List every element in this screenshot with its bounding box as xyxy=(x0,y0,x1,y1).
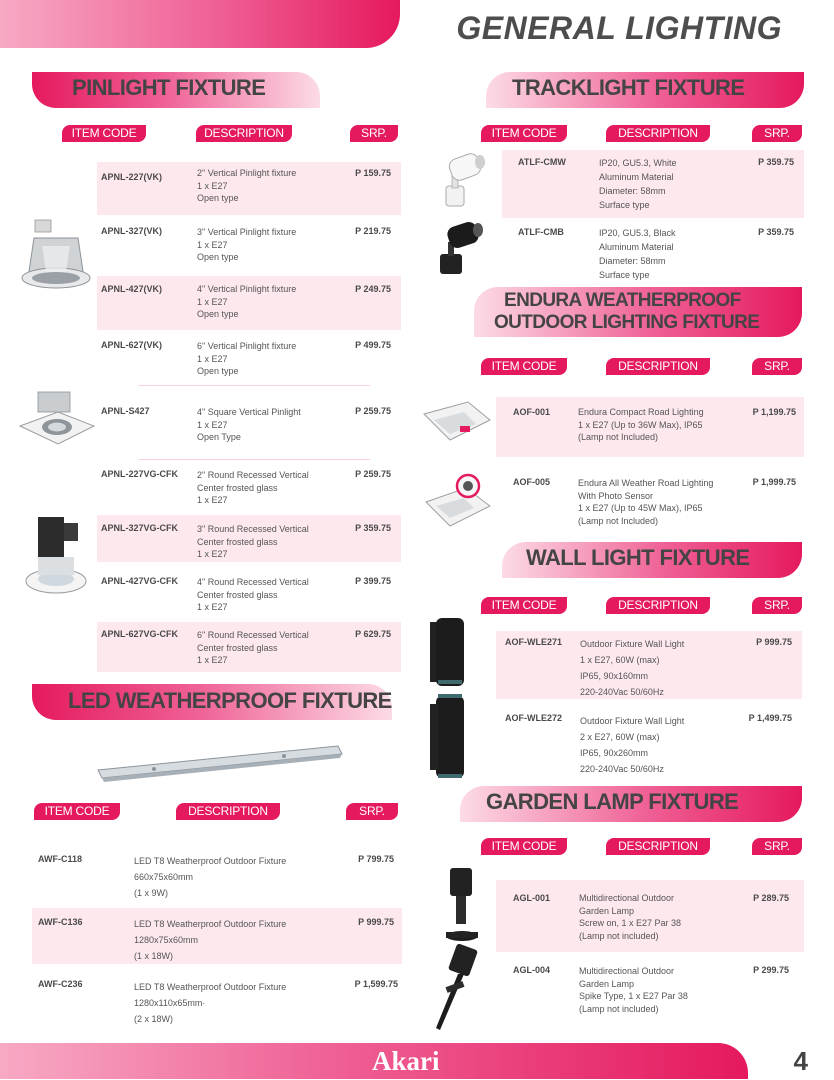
item-code-header: ITEM CODE xyxy=(62,125,146,142)
item-description: 6" Vertical Pinlight fixture 1 x E27 Open type xyxy=(197,341,297,376)
endura-section-title-line2: OUTDOOR LIGHTING FIXTURE xyxy=(494,312,760,333)
item-price: P 399.75 xyxy=(355,576,391,586)
item-code-header: ITEM CODE xyxy=(34,803,120,820)
description-header: DESCRIPTION xyxy=(606,597,710,614)
item-code: APNL-227(VK) xyxy=(101,172,163,182)
item-code: APNL-627VG-CFK xyxy=(101,629,179,639)
item-code: AWF-C136 xyxy=(38,917,83,927)
page-title: GENERAL LIGHTING xyxy=(456,10,782,46)
endura-section-title-line1: ENDURA WEATHERPROOF xyxy=(504,290,741,311)
item-code: AWF-C118 xyxy=(38,854,83,864)
tracklight-section-title: TRACKLIGHT FIXTURE xyxy=(512,75,745,100)
double-wall-light-image xyxy=(428,694,468,780)
item-code: ATLF-CMB xyxy=(518,227,564,237)
srp-header: SRP. xyxy=(752,838,802,855)
srp-header: SRP. xyxy=(350,125,398,142)
spike-garden-lamp-image xyxy=(430,944,486,1034)
description-header: DESCRIPTION xyxy=(606,358,710,375)
item-code: AOF-WLE271 xyxy=(505,637,563,647)
round-recessed-pinlight-image xyxy=(24,515,94,603)
item-description: LED T8 Weatherproof Outdoor Fixture 1280x75x60mm (1 x 18W) xyxy=(134,919,287,961)
item-price: P 249.75 xyxy=(355,284,391,294)
srp-header: SRP. xyxy=(346,803,398,820)
item-code: APNL-427(VK) xyxy=(101,284,163,294)
white-tracklight-image xyxy=(436,150,492,210)
item-code: AGL-001 xyxy=(513,893,551,903)
description-header: DESCRIPTION xyxy=(606,125,710,142)
item-price: P 1,599.75 xyxy=(354,979,398,989)
item-description: 4" Round Recessed Vertical Center frosted glass 1 x E27 xyxy=(197,577,309,612)
compact-road-light-image xyxy=(420,396,494,448)
screw-on-garden-lamp-image xyxy=(440,864,484,944)
item-price: P 499.75 xyxy=(355,340,391,350)
item-code: AOF-001 xyxy=(513,407,551,417)
item-code: AOF-005 xyxy=(513,477,551,487)
item-description: Multidirectional Outdoor Garden Lamp Screw on, 1 x E27 Par 38 (Lamp not included) xyxy=(579,893,682,941)
item-description: LED T8 Weatherproof Outdoor Fixture 1280x110x65mm· (2 x 18W) xyxy=(134,982,287,1024)
row-divider xyxy=(138,459,370,460)
item-code: APNL-327VG-CFK xyxy=(101,523,179,533)
item-description: 6" Round Recessed Vertical Center frosted glass 1 x E27 xyxy=(197,630,309,665)
item-code: ATLF-CMW xyxy=(518,157,566,167)
item-code-header: ITEM CODE xyxy=(481,125,567,142)
item-price: P 1,999.75 xyxy=(752,477,796,487)
item-price: P 359.75 xyxy=(355,523,391,533)
row-divider xyxy=(138,385,370,386)
description-header: DESCRIPTION xyxy=(606,838,710,855)
item-price: P 999.75 xyxy=(358,917,394,927)
black-tracklight-image xyxy=(434,220,492,278)
wall-section-title: WALL LIGHT FIXTURE xyxy=(526,545,750,570)
item-code: APNL-S427 xyxy=(101,406,150,416)
item-description: IP20, GU5.3, Black Aluminum Material Diameter: 58mm Surface type xyxy=(599,228,676,280)
item-price: P 999.75 xyxy=(756,637,792,647)
item-code-header: ITEM CODE xyxy=(481,597,567,614)
item-price: P 799.75 xyxy=(358,854,394,864)
item-price: P 299.75 xyxy=(753,965,789,975)
item-description: IP20, GU5.3, White Aluminum Material Diameter: 58mm Surface type xyxy=(599,158,677,210)
item-description: 3" Round Recessed Vertical Center frosted glass 1 x E27 xyxy=(197,524,309,559)
srp-header: SRP. xyxy=(752,125,802,142)
item-code: APNL-327(VK) xyxy=(101,226,163,236)
item-price: P 259.75 xyxy=(355,406,391,416)
single-wall-light-image xyxy=(428,616,468,688)
all-weather-road-light-image xyxy=(420,466,498,534)
item-description: Endura All Weather Road Lighting With Photo Sensor 1 x E27 (Up to 45W Max), IP65 (Lamp not Included) xyxy=(578,478,714,526)
item-price: P 359.75 xyxy=(758,227,794,237)
item-code: AGL-004 xyxy=(513,965,551,975)
srp-header: SRP. xyxy=(752,358,802,375)
square-pinlight-image xyxy=(16,390,96,452)
item-code-header: ITEM CODE xyxy=(481,358,567,375)
item-code: APNL-627(VK) xyxy=(101,340,163,350)
item-code-header: ITEM CODE xyxy=(481,838,567,855)
led-section-title: LED WEATHERPROOF FIXTURE xyxy=(68,688,392,713)
item-price: P 159.75 xyxy=(355,168,391,178)
item-description: Multidirectional Outdoor Garden Lamp Spike Type, 1 x E27 Par 38 (Lamp not included) xyxy=(579,966,688,1014)
item-code: AWF-C236 xyxy=(38,979,83,989)
brand-logo: Akari xyxy=(372,1046,440,1076)
item-price: P 289.75 xyxy=(753,893,789,903)
top-decorative-band xyxy=(0,0,400,48)
description-header: DESCRIPTION xyxy=(176,803,280,820)
page-number: 4 xyxy=(793,1046,808,1076)
item-code: AOF-WLE272 xyxy=(505,713,563,723)
item-code: APNL-427VG-CFK xyxy=(101,576,179,586)
item-description: 3" Vertical Pinlight fixture 1 x E27 Open type xyxy=(197,227,297,262)
item-description: Outdoor Fixture Wall Light 1 x E27, 60W (max) IP65, 90x160mm 220-240Vac 50/60Hz xyxy=(580,639,685,697)
item-price: P 1,199.75 xyxy=(752,407,796,417)
item-description: LED T8 Weatherproof Outdoor Fixture 660x75x60mm (1 x 9W) xyxy=(134,856,287,898)
item-price: P 219.75 xyxy=(355,226,391,236)
vertical-pinlight-image xyxy=(18,216,96,304)
item-description: Endura Compact Road Lighting 1 x E27 (Up to 36W Max), IP65 (Lamp not Included) xyxy=(578,407,704,442)
description-header: DESCRIPTION xyxy=(196,125,292,142)
item-price: P 629.75 xyxy=(355,629,391,639)
item-description: 4" Square Vertical Pinlight 1 x E27 Open Type xyxy=(197,407,301,442)
led-weatherproof-fixture-image xyxy=(94,738,346,786)
item-price: P 1,499.75 xyxy=(748,713,792,723)
item-code: APNL-227VG-CFK xyxy=(101,469,179,479)
item-price: P 359.75 xyxy=(758,157,794,167)
item-price: P 259.75 xyxy=(355,469,391,479)
item-description: 2" Round Recessed Vertical Center frosted glass 1 x E27 xyxy=(197,470,309,505)
srp-header: SRP. xyxy=(752,597,802,614)
garden-section-title: GARDEN LAMP FIXTURE xyxy=(486,789,739,814)
pinlight-section-title: PINLIGHT FIXTURE xyxy=(72,75,266,100)
item-description: Outdoor Fixture Wall Light 2 x E27, 60W (max) IP65, 90x260mm 220-240Vac 50/60Hz xyxy=(580,716,685,774)
item-description: 4" Vertical Pinlight fixture 1 x E27 Open type xyxy=(197,284,297,319)
item-description: 2" Vertical Pinlight fixture 1 x E27 Open type xyxy=(197,168,297,203)
